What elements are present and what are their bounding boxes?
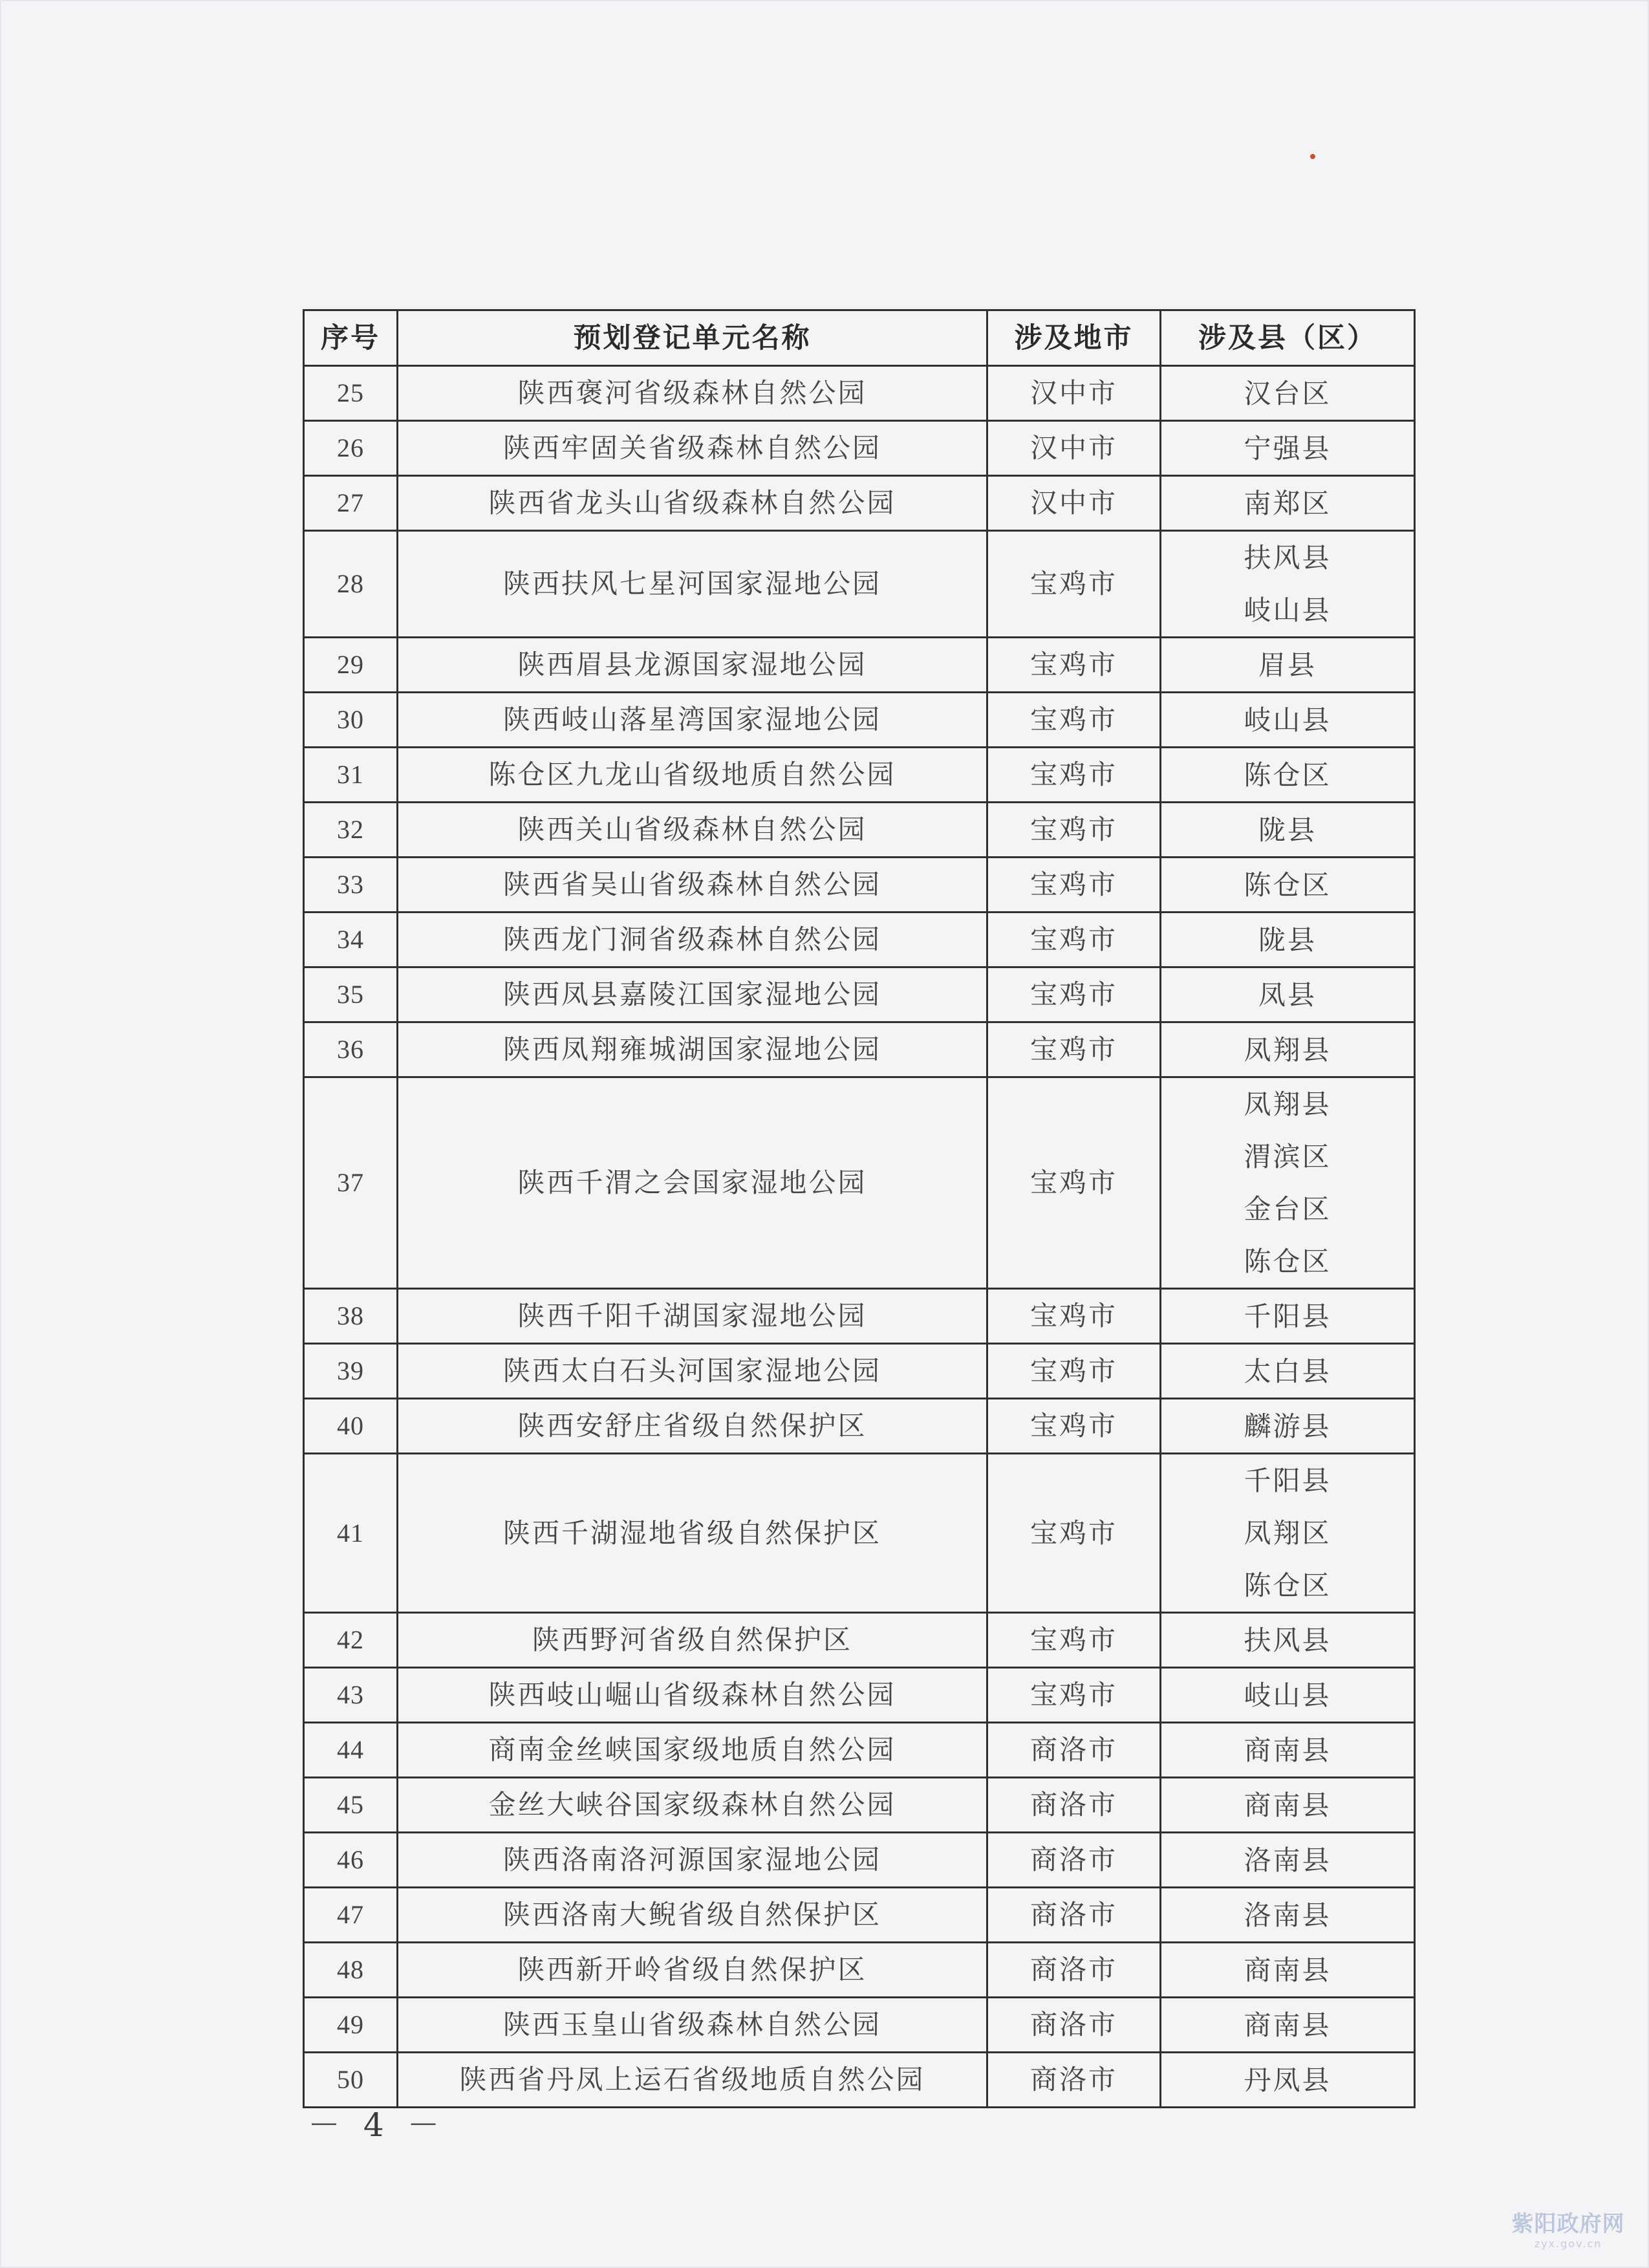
- row-number-cell: 39: [304, 1344, 398, 1399]
- table-row: [304, 967, 1415, 1022]
- ink-dot: [1310, 154, 1315, 159]
- county-name: 岐山县: [1244, 594, 1331, 626]
- city-cell: 宝鸡市: [987, 1399, 1161, 1454]
- table-row: [304, 748, 1415, 803]
- table-row: [304, 1833, 1415, 1888]
- unit-name-cell: 陕西千阳千湖国家湿地公园: [398, 1289, 987, 1344]
- unit-name-cell: 陕西太白石头河国家湿地公园: [398, 1344, 987, 1399]
- unit-name-cell: 陕西省吴山省级森林自然公园: [398, 858, 987, 913]
- page-number: － 4 －: [308, 2106, 446, 2144]
- city-cell: 商洛市: [987, 1943, 1161, 1998]
- row-number-cell: 44: [304, 1723, 398, 1778]
- city-cell: 商洛市: [987, 1998, 1161, 2053]
- unit-name-cell: 陕西千渭之会国家湿地公园: [398, 1077, 987, 1289]
- county-name: 丹凤县: [1244, 2064, 1331, 2096]
- county-name: 陇县: [1258, 814, 1317, 846]
- county-cell: [1161, 1998, 1415, 2053]
- county-name: 陈仓区: [1244, 869, 1331, 901]
- unit-name-cell: 陕西省龙头山省级森林自然公园: [398, 476, 987, 531]
- city-cell: 商洛市: [987, 1778, 1161, 1833]
- county-name: 陈仓区: [1244, 1246, 1331, 1277]
- row-number-cell: 40: [304, 1399, 398, 1454]
- city-cell: 宝鸡市: [987, 1344, 1161, 1399]
- row-number-cell: 33: [304, 858, 398, 913]
- table-row: [304, 1077, 1415, 1289]
- city-cell: 宝鸡市: [987, 803, 1161, 858]
- county-name: 陇县: [1258, 923, 1317, 956]
- row-number-cell: 35: [304, 967, 398, 1022]
- row-number-cell: 27: [304, 476, 398, 531]
- table-row: [304, 803, 1415, 858]
- row-number-cell: 49: [304, 1998, 398, 2053]
- county-cell: [1161, 1943, 1415, 1998]
- table-row: [304, 1778, 1415, 1833]
- header-no: 序号: [304, 310, 398, 366]
- county-cell: [1161, 1399, 1415, 1454]
- city-cell: 商洛市: [987, 1723, 1161, 1778]
- row-number-cell: 41: [304, 1454, 398, 1613]
- unit-name-cell: 金丝大峡谷国家级森林自然公园: [398, 1778, 987, 1833]
- city-cell: 宝鸡市: [987, 1668, 1161, 1723]
- table-row: [304, 366, 1415, 421]
- county-name: 商南县: [1244, 1954, 1331, 1986]
- unit-name-cell: 陕西凤县嘉陵江国家湿地公园: [398, 967, 987, 1022]
- table-row: [304, 476, 1415, 531]
- city-cell: 宝鸡市: [987, 913, 1161, 967]
- city-cell: 宝鸡市: [987, 1022, 1161, 1077]
- county-cell: [1161, 421, 1415, 476]
- site-watermark: [1500, 2206, 1636, 2250]
- unit-name-cell: 陕西凤翔雍城湖国家湿地公园: [398, 1022, 987, 1077]
- county-cell: [1161, 531, 1415, 638]
- table-header-row: [304, 310, 1415, 366]
- city-cell: 商洛市: [987, 2053, 1161, 2108]
- watermark-url: zyx.gov.cn: [1534, 2238, 1602, 2250]
- city-cell: 宝鸡市: [987, 1077, 1161, 1289]
- city-cell: 宝鸡市: [987, 1289, 1161, 1344]
- county-name: 凤翔区: [1244, 1517, 1331, 1549]
- table-row: [304, 858, 1415, 913]
- county-cell: [1161, 1022, 1415, 1077]
- table-row: [304, 638, 1415, 693]
- county-cell: [1161, 858, 1415, 913]
- county-name: 凤翔县: [1244, 1088, 1331, 1120]
- unit-name-cell: 陕西洛南洛河源国家湿地公园: [398, 1833, 987, 1888]
- row-number-cell: 32: [304, 803, 398, 858]
- county-cell: [1161, 913, 1415, 967]
- row-number-cell: 30: [304, 693, 398, 748]
- row-number-cell: 48: [304, 1943, 398, 1998]
- county-cell: [1161, 803, 1415, 858]
- unit-name-cell: 陕西千湖湿地省级自然保护区: [398, 1454, 987, 1613]
- county-cell: [1161, 1289, 1415, 1344]
- table-row: [304, 693, 1415, 748]
- county-cell: [1161, 1077, 1415, 1289]
- county-cell: [1161, 1613, 1415, 1668]
- county-cell: [1161, 476, 1415, 531]
- unit-name-cell: 陕西关山省级森林自然公园: [398, 803, 987, 858]
- table-row: [304, 1022, 1415, 1077]
- city-cell: 宝鸡市: [987, 748, 1161, 803]
- table-row: [304, 1998, 1415, 2053]
- county-name: 陈仓区: [1244, 1570, 1331, 1601]
- unit-name-cell: 陕西新开岭省级自然保护区: [398, 1943, 987, 1998]
- county-name: 南郑区: [1244, 487, 1331, 519]
- city-cell: 汉中市: [987, 421, 1161, 476]
- row-number-cell: 50: [304, 2053, 398, 2108]
- county-cell: [1161, 967, 1415, 1022]
- row-number-cell: 45: [304, 1778, 398, 1833]
- city-cell: 宝鸡市: [987, 967, 1161, 1022]
- county-name: 千阳县: [1244, 1300, 1331, 1332]
- unit-name-cell: 商南金丝峡国家级地质自然公园: [398, 1723, 987, 1778]
- city-cell: 宝鸡市: [987, 638, 1161, 693]
- county-name: 宁强县: [1244, 432, 1331, 464]
- header-name: 预划登记单元名称: [398, 310, 987, 366]
- city-cell: 宝鸡市: [987, 1613, 1161, 1668]
- table-row: [304, 1723, 1415, 1778]
- row-number-cell: 42: [304, 1613, 398, 1668]
- unit-name-cell: 陕西眉县龙源国家湿地公园: [398, 638, 987, 693]
- table-row: [304, 1888, 1415, 1943]
- table-row: [304, 1943, 1415, 1998]
- unit-name-cell: 陕西褒河省级森林自然公园: [398, 366, 987, 421]
- row-number-cell: 28: [304, 531, 398, 638]
- unit-name-cell: 陈仓区九龙山省级地质自然公园: [398, 748, 987, 803]
- county-name: 扶风县: [1244, 1624, 1331, 1656]
- city-cell: 汉中市: [987, 366, 1161, 421]
- row-number-cell: 25: [304, 366, 398, 421]
- county-cell: [1161, 1723, 1415, 1778]
- county-name: 商南县: [1244, 1789, 1331, 1821]
- row-number-cell: 34: [304, 913, 398, 967]
- county-cell: [1161, 1778, 1415, 1833]
- county-name: 渭滨区: [1244, 1141, 1331, 1172]
- city-cell: 商洛市: [987, 1833, 1161, 1888]
- row-number-cell: 43: [304, 1668, 398, 1723]
- row-number-cell: 36: [304, 1022, 398, 1077]
- county-name: 洛南县: [1244, 1844, 1331, 1876]
- table-row: [304, 1613, 1415, 1668]
- city-cell: 商洛市: [987, 1888, 1161, 1943]
- table-row: [304, 1399, 1415, 1454]
- county-name: 岐山县: [1244, 704, 1331, 736]
- row-number-cell: 37: [304, 1077, 398, 1289]
- county-cell: [1161, 1888, 1415, 1943]
- county-name: 凤县: [1258, 978, 1317, 1011]
- county-name: 麟游县: [1244, 1410, 1331, 1442]
- table-body: [304, 366, 1415, 2108]
- county-name: 商南县: [1244, 2009, 1331, 2041]
- county-name: 商南县: [1244, 1734, 1331, 1766]
- table-row: [304, 1289, 1415, 1344]
- table-row: [304, 531, 1415, 638]
- unit-name-cell: 陕西安舒庄省级自然保护区: [398, 1399, 987, 1454]
- county-cell: [1161, 1454, 1415, 1613]
- county-name: 陈仓区: [1244, 759, 1331, 791]
- watermark-title: 紫阳政府网: [1511, 2211, 1625, 2237]
- table-row: [304, 1668, 1415, 1723]
- row-number-cell: 31: [304, 748, 398, 803]
- county-cell: [1161, 1833, 1415, 1888]
- row-number-cell: 38: [304, 1289, 398, 1344]
- row-number-cell: 26: [304, 421, 398, 476]
- county-name: 汉台区: [1244, 377, 1331, 409]
- county-cell: [1161, 748, 1415, 803]
- county-name: 岐山县: [1244, 1679, 1331, 1711]
- registration-units-table: [303, 309, 1416, 2108]
- county-cell: [1161, 638, 1415, 693]
- unit-name-cell: 陕西龙门洞省级森林自然公园: [398, 913, 987, 967]
- table-row: [304, 1454, 1415, 1613]
- table-row: [304, 421, 1415, 476]
- table-row: [304, 913, 1415, 967]
- county-cell: [1161, 1668, 1415, 1723]
- unit-name-cell: 陕西野河省级自然保护区: [398, 1613, 987, 1668]
- county-name: 千阳县: [1244, 1465, 1331, 1496]
- unit-name-cell: 陕西岐山落星湾国家湿地公园: [398, 693, 987, 748]
- county-name: 洛南县: [1244, 1899, 1331, 1931]
- unit-name-cell: 陕西洛南大鲵省级自然保护区: [398, 1888, 987, 1943]
- county-name: 太白县: [1244, 1355, 1331, 1387]
- header-county: 涉及县（区）: [1161, 310, 1415, 366]
- city-cell: 宝鸡市: [987, 531, 1161, 638]
- county-name: 凤翔县: [1244, 1033, 1331, 1066]
- city-cell: 宝鸡市: [987, 693, 1161, 748]
- table-row: [304, 2053, 1415, 2108]
- unit-name-cell: 陕西岐山崛山省级森林自然公园: [398, 1668, 987, 1723]
- city-cell: 宝鸡市: [987, 858, 1161, 913]
- county-name: 金台区: [1244, 1193, 1331, 1225]
- county-name: 眉县: [1258, 649, 1317, 681]
- row-number-cell: 47: [304, 1888, 398, 1943]
- city-cell: 汉中市: [987, 476, 1161, 531]
- county-cell: [1161, 693, 1415, 748]
- unit-name-cell: 陕西玉皇山省级森林自然公园: [398, 1998, 987, 2053]
- header-city: 涉及地市: [987, 310, 1161, 366]
- county-cell: [1161, 366, 1415, 421]
- table-row: [304, 1344, 1415, 1399]
- county-cell: [1161, 2053, 1415, 2108]
- row-number-cell: 29: [304, 638, 398, 693]
- county-cell: [1161, 1344, 1415, 1399]
- unit-name-cell: 陕西牢固关省级森林自然公园: [398, 421, 987, 476]
- unit-name-cell: 陕西扶风七星河国家湿地公园: [398, 531, 987, 638]
- unit-name-cell: 陕西省丹凤上运石省级地质自然公园: [398, 2053, 987, 2108]
- county-name: 扶风县: [1244, 542, 1331, 574]
- city-cell: 宝鸡市: [987, 1454, 1161, 1613]
- row-number-cell: 46: [304, 1833, 398, 1888]
